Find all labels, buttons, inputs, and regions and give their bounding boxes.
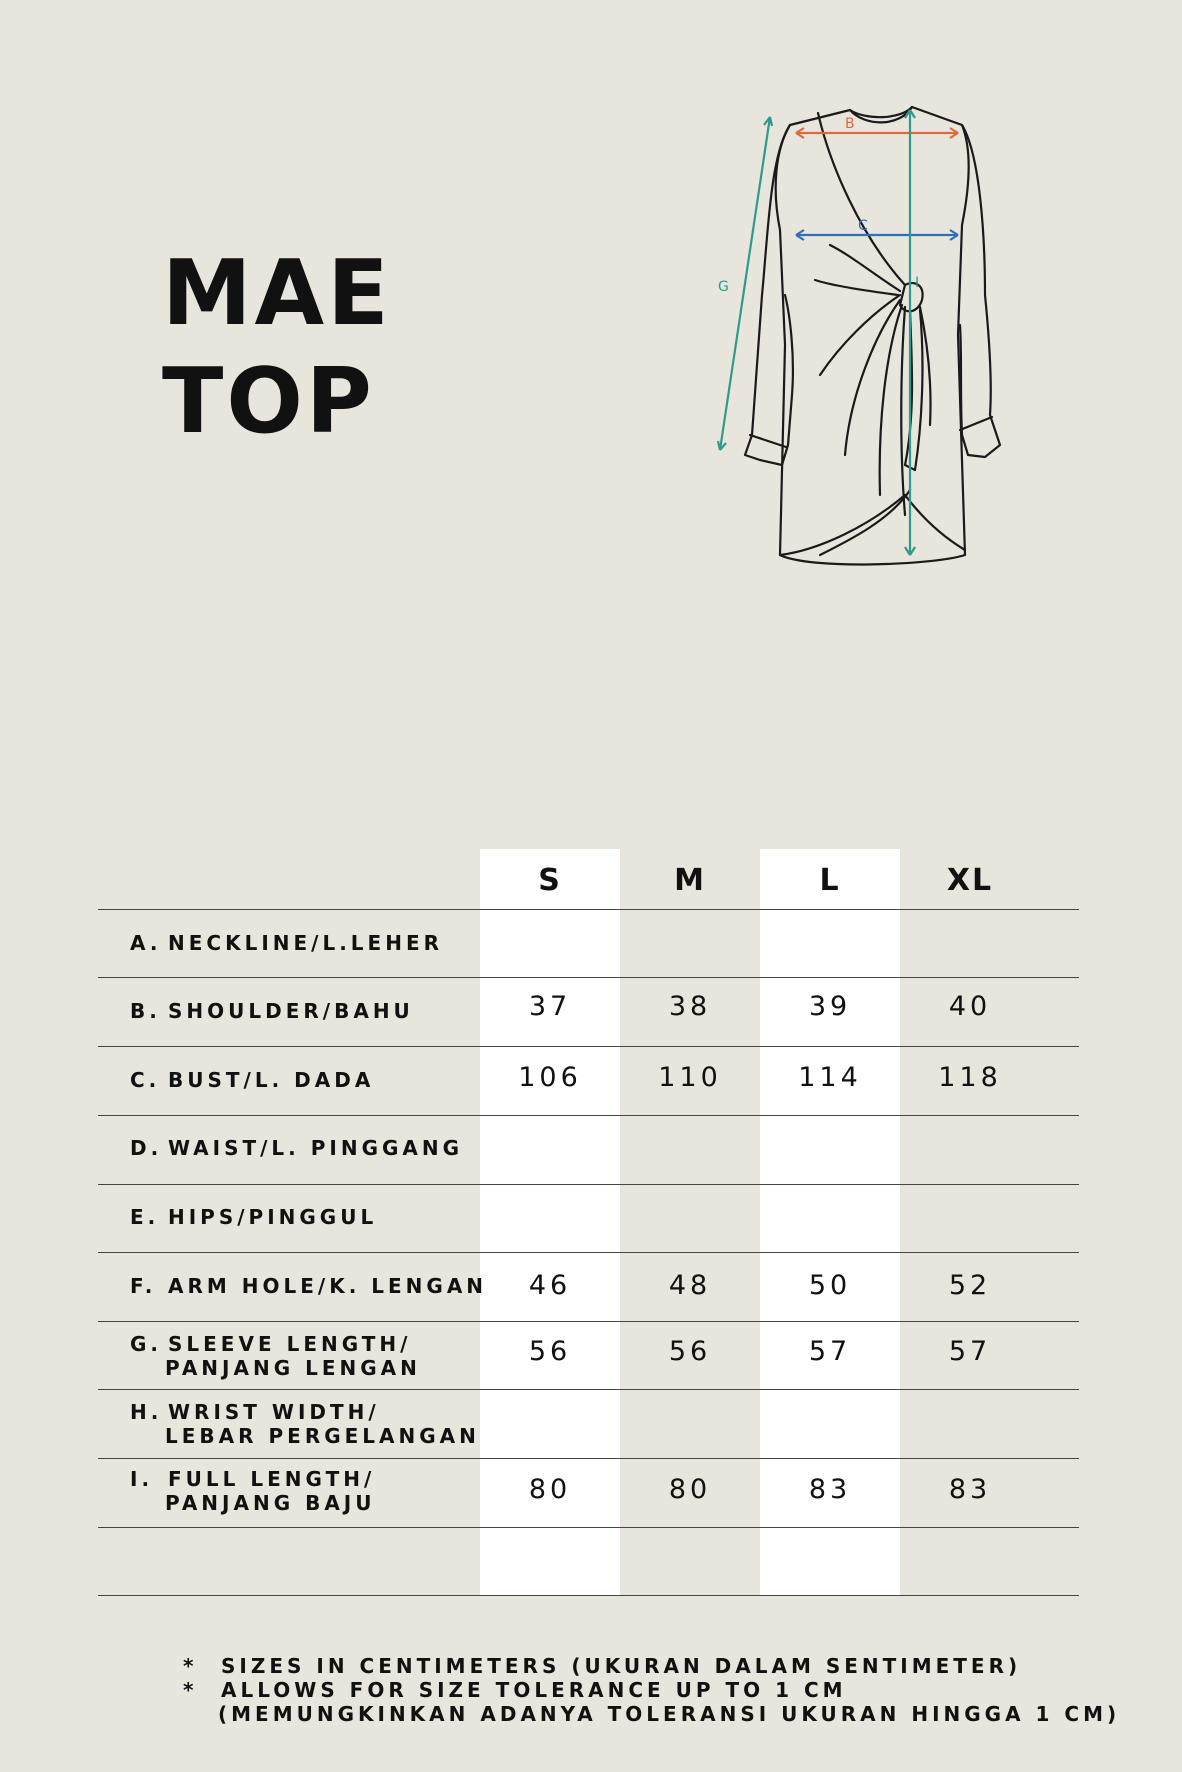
size-header-xl: XL [946, 863, 994, 898]
garment-outline [745, 107, 1000, 564]
product-title-line1: MAE [162, 241, 392, 346]
row-label-neckline: A. NECKLINE/L.LEHER [130, 931, 444, 955]
footnotes [183, 1654, 1120, 1726]
footnote-1: * SIZES IN CENTIMETERS (UKURAN DALAM SENTIMETER) [183, 1654, 1022, 1678]
row-label-full-length: I. FULL LENGTH/ PANJANG BAJU [130, 1467, 376, 1515]
cell-shoulder-s: 37 [528, 991, 572, 1022]
size-header-m: M [674, 863, 706, 898]
cell-bust-xl: 118 [938, 1062, 1002, 1093]
measure-c [796, 218, 958, 240]
table-rule [98, 1321, 1079, 1322]
cell-bust-s: 106 [518, 1062, 582, 1093]
product-title [162, 240, 392, 456]
product-title-line2: TOP [162, 349, 375, 454]
cell-sleeve-length-xl: 57 [948, 1336, 992, 1367]
table-rule [98, 1389, 1079, 1390]
cell-sleeve-length-s: 56 [528, 1336, 572, 1367]
cell-full-length-xl: 83 [948, 1474, 992, 1505]
size-header-s: S [538, 863, 562, 898]
table-rule [98, 1527, 1079, 1528]
footnote-2: * ALLOWS FOR SIZE TOLERANCE UP TO 1 CM [183, 1678, 847, 1702]
size-header-l: L [819, 863, 841, 898]
row-label-bust: C. BUST/L. DADA [130, 1068, 375, 1092]
table-rule [98, 1252, 1079, 1253]
table-rule [98, 977, 1079, 978]
table-rule [98, 1184, 1079, 1185]
measure-g-label: G [718, 279, 729, 295]
cell-full-length-l: 83 [808, 1474, 852, 1505]
measure-i [905, 110, 919, 555]
footnote-2-translation: (MEMUNGKINKAN ADANYA TOLERANSI UKURAN HINGGA 1 CM) [218, 1702, 1121, 1726]
measure-i-label: I [915, 275, 920, 291]
cell-shoulder-xl: 40 [948, 991, 992, 1022]
cell-shoulder-m: 38 [668, 991, 712, 1022]
cell-bust-m: 110 [658, 1062, 722, 1093]
garment-diagram [700, 95, 1040, 585]
table-rule [98, 1595, 1079, 1596]
cell-sleeve-length-m: 56 [668, 1336, 712, 1367]
cell-arm-hole-m: 48 [668, 1270, 712, 1301]
row-label-sleeve-length: G. SLEEVE LENGTH/ PANJANG LENGAN [130, 1332, 421, 1380]
cell-sleeve-length-l: 57 [808, 1336, 852, 1367]
table-rule [98, 1458, 1079, 1459]
row-label-waist: D. WAIST/L. PINGGANG [130, 1136, 464, 1160]
row-label-arm-hole: F. ARM HOLE/K. LENGAN [130, 1274, 488, 1298]
table-rule [98, 1046, 1079, 1047]
cell-full-length-m: 80 [668, 1474, 712, 1505]
measure-c-label: C [858, 218, 868, 234]
cell-arm-hole-xl: 52 [948, 1270, 992, 1301]
cell-full-length-s: 80 [528, 1474, 572, 1505]
row-label-shoulder: B. SHOULDER/BAHU [130, 999, 414, 1023]
cell-shoulder-l: 39 [808, 991, 852, 1022]
row-label-hips: E. HIPS/PINGGUL [130, 1205, 378, 1229]
cell-arm-hole-l: 50 [808, 1270, 852, 1301]
cell-arm-hole-s: 46 [528, 1270, 572, 1301]
table-rule [98, 909, 1079, 910]
cell-bust-l: 114 [798, 1062, 862, 1093]
table-rule [98, 1115, 1079, 1116]
measure-b-label: B [845, 116, 855, 132]
row-label-wrist-width: H. WRIST WIDTH/ LEBAR PERGELANGAN [130, 1400, 480, 1448]
